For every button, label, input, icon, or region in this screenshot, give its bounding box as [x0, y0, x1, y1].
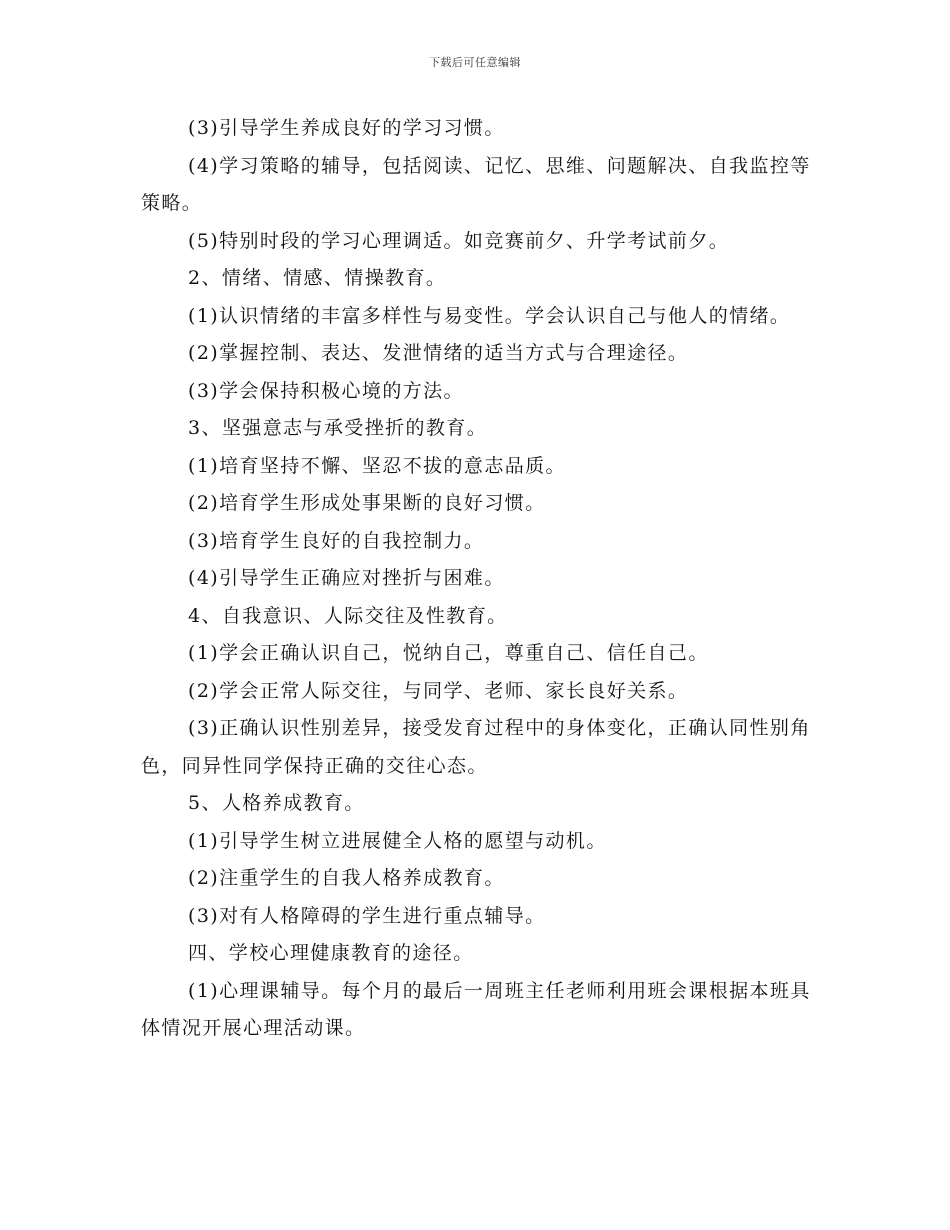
paragraph: (3)引导学生养成良好的学习习惯。 — [188, 117, 505, 139]
paragraph: (4)引导学生正确应对挫折与困难。 — [188, 567, 505, 589]
paragraph: (2)培育学生形成处事果断的良好习惯。 — [188, 492, 546, 514]
page-header: 下载后可任意编辑 — [429, 56, 521, 69]
paragraph: (1)认识情绪的丰富多样性与易变性。学会认识自己与他人的情绪。 — [188, 304, 791, 327]
paragraph: (3)学会保持积极心境的方法。 — [188, 379, 464, 402]
paragraph: (4)学习策略的辅导，包括阅读、记忆、思维、问题解决、自我监控等策略。 — [141, 154, 811, 214]
section-heading: 2、情绪、情感、情操教育。 — [188, 267, 447, 289]
paragraph: (3)培育学生良好的自我控制力。 — [188, 529, 485, 552]
section-heading: 四、学校心理健康教育的途径。 — [188, 942, 474, 964]
paragraph: (1)培育坚持不懈、坚忍不拔的意志品质。 — [188, 454, 566, 477]
section-heading: 4、自我意识、人际交往及性教育。 — [188, 604, 508, 627]
paragraph: (3)正确认识性别差异，接受发育过程中的身体变化，正确认同性别角色，同异性同学保持正确的交往心态。 — [141, 717, 811, 777]
section-heading: 5、人格养成教育。 — [188, 792, 365, 814]
paragraph: (2)学会正常人际交往，与同学、老师、家长良好关系。 — [188, 679, 689, 702]
paragraph: (1)心理课辅导。每个月的最后一周班主任老师利用班会课根据本班具体情况开展心理活动课。 — [141, 979, 811, 1039]
paragraph: (5)特别时段的学习心理调适。如竞赛前夕、升学考试前夕。 — [188, 229, 730, 252]
paragraph: (2)注重学生的自我人格养成教育。 — [188, 867, 505, 889]
paragraph: (1)引导学生树立进展健全人格的愿望与动机。 — [188, 829, 607, 852]
paragraph: (1)学会正确认识自己，悦纳自己，尊重自己、信任自己。 — [188, 642, 709, 664]
document-body — [141, 110, 821, 1048]
paragraph: (3)对有人格障碍的学生进行重点辅导。 — [188, 904, 546, 927]
paragraph: (2)掌握控制、表达、发泄情绪的适当方式与合理途径。 — [188, 342, 689, 364]
section-heading: 3、坚强意志与承受挫折的教育。 — [188, 417, 488, 439]
